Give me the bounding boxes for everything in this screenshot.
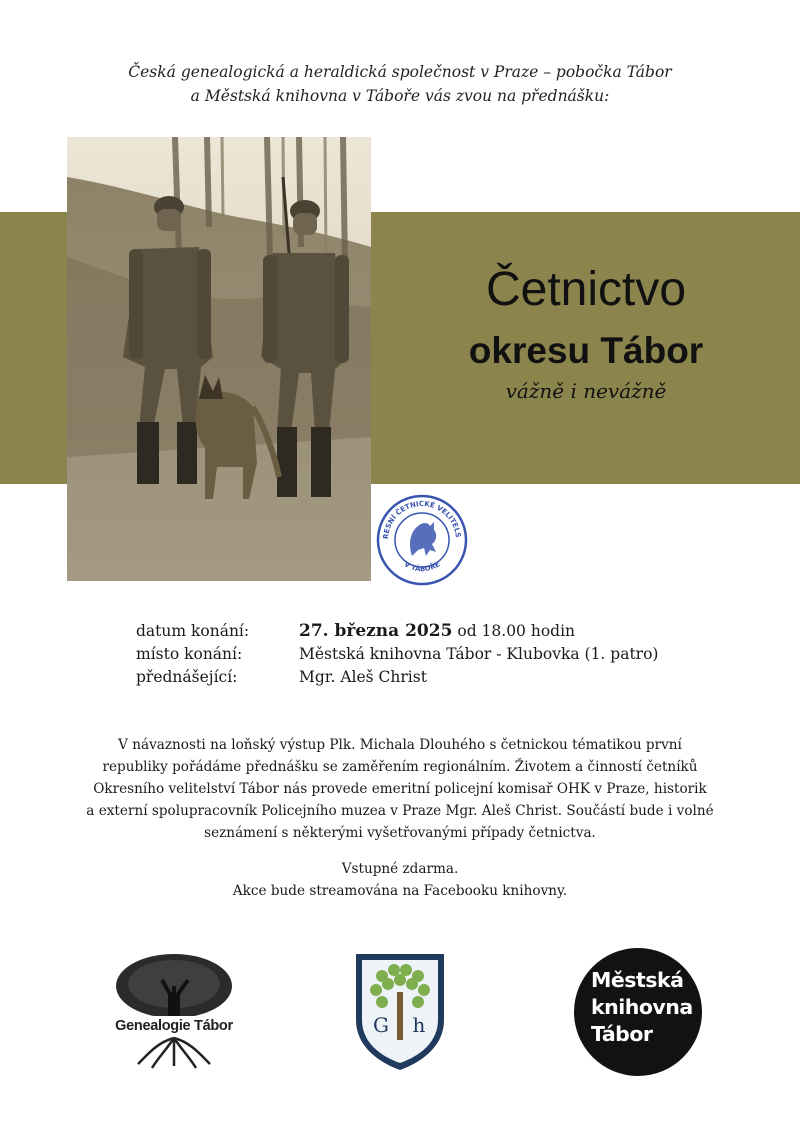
stamp-text-bottom: V TÁBOŘE <box>402 560 442 574</box>
genealogie-label: Genealogie Tábor <box>108 1016 240 1036</box>
shield-letter-h: h <box>412 1013 426 1037</box>
event-description <box>30 734 770 844</box>
intro-line-1: Česká genealogická a heraldická společnost v Praze – pobočka Tábor <box>128 63 672 81</box>
date-value <box>299 620 575 643</box>
mestska-knihovna-logo <box>574 948 702 1076</box>
stream-note: Akce bude streamována na Facebooku knihovny. <box>232 883 568 899</box>
admission-free: Vstupné zdarma. <box>341 861 459 877</box>
date-bold: 27. března 2025 <box>299 621 453 641</box>
library-logo-line: Tábor <box>591 1022 653 1046</box>
gendarmerie-stamp <box>374 492 470 588</box>
event-title-line-1: Četnictvo <box>485 263 687 316</box>
invitation-intro <box>0 60 800 108</box>
speaker-value: Mgr. Aleš Christ <box>299 668 427 686</box>
place-row <box>136 643 658 666</box>
date-label: datum konání: <box>136 622 250 640</box>
stamp-text-top: RESNÍ ČETNICKÉ VELITELS <box>381 499 462 540</box>
shield-letter-g: G <box>373 1013 389 1037</box>
intro-line-2: a Městská knihovna v Táboře vás zvou na přednášku: <box>190 87 610 105</box>
description-line: a externí spolupracovník Policejního muzea v Praze Mgr. Aleš Christ. Součástí bude i volné <box>86 803 714 819</box>
event-subtitle: vážně i nevážně <box>505 379 667 403</box>
description-line: V návaznosti na loňský výstup Plk. Michala Dlouhého s četnickou tématikou první <box>118 737 682 753</box>
historic-gendarmes-photo <box>67 137 371 581</box>
event-details <box>136 620 658 689</box>
time-value: od 18.00 hodin <box>457 622 576 640</box>
library-logo-line: Městská <box>591 968 684 992</box>
place-label: místo konání: <box>136 645 243 663</box>
genealogie-tabor-logo <box>108 950 240 1070</box>
library-logo-line: knihovna <box>591 995 693 1019</box>
description-line: republiky pořádáme přednášku se zaměřením regionálním. Životem a činností četníků <box>102 759 698 775</box>
speaker-row <box>136 666 658 689</box>
description-line: Okresního velitelství Tábor nás provede emeritní policejní komisař OHK v Praze, historik <box>93 781 707 797</box>
admission-note <box>0 858 800 902</box>
heraldic-shield-logo <box>352 950 448 1072</box>
event-title-line-2: okresu Tábor <box>468 330 704 371</box>
place-value: Městská knihovna Tábor - Klubovka (1. patro) <box>299 645 659 663</box>
description-line: seznámení s některými vyšetřovanými případy četnictva. <box>204 825 596 841</box>
speaker-label: přednášející: <box>136 668 238 686</box>
date-row <box>136 620 658 643</box>
